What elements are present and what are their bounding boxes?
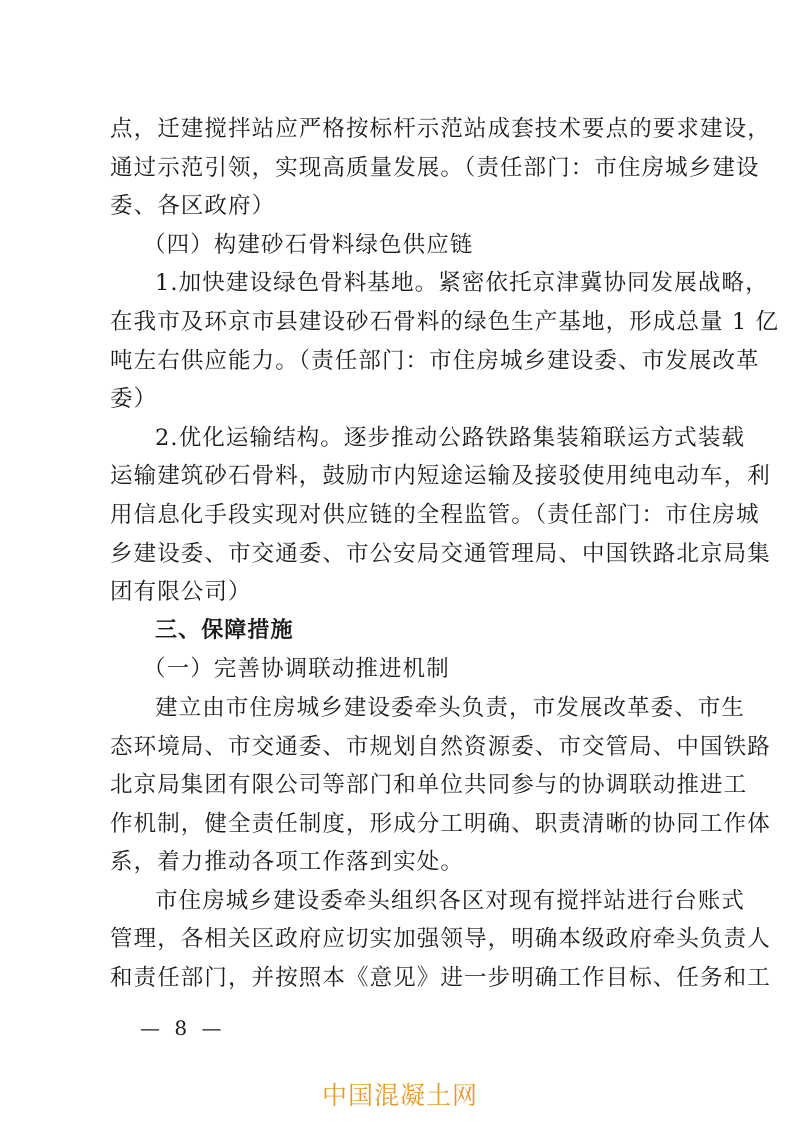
text-line: 委、各区政府）	[110, 193, 276, 220]
watermark-logo-text: 中国混凝土网	[321, 1081, 478, 1110]
text-line: 市住房城乡建设委牵头组织各区对现有搅拌站进行台账式	[155, 887, 746, 914]
section-heading: 三、保障措施	[155, 617, 294, 643]
text-line: 运输建筑砂石骨料，鼓励市内短途运输及接驳使用纯电动车，利	[110, 463, 771, 490]
text-line: 点，迁建搅拌站应严格按标杆示范站成套技术要点的要求建设，	[110, 116, 771, 142]
text-line: 管理，各相关区政府应切实加强领导，明确本级政府牵头负责人	[110, 926, 771, 953]
text-line: 北京局集团有限公司等部门和单位共同参与的协调联动推进工	[110, 772, 748, 799]
text-line: 作机制，健全责任制度，形成分工明确、职责清晰的协同工作体	[110, 810, 771, 837]
text-line: 乡建设委、市交通委、市公安局交通管理局、中国铁路北京局集	[110, 540, 771, 567]
text-line: 和责任部门，并按照本《意见》进一步明确工作目标、任务和工	[110, 965, 771, 992]
document-body	[110, 112, 780, 995]
text-line: 通过示范引领，实现高质量发展。（责任部门：市住房城乡建设	[110, 154, 760, 181]
text-line: 在我市及环京市县建设砂石骨料的绿色生产基地，形成总量 1 亿	[110, 308, 780, 335]
text-line: 用信息化手段实现对供应链的全程监管。（责任部门：市住房城	[110, 501, 760, 528]
text-line: 态环境局、市交通委、市规划自然资源委、市交管局、中国铁路	[110, 733, 771, 760]
text-line: 系，着力推动各项工作落到实处。	[110, 849, 465, 876]
text-line: 2.优化运输结构。逐步推动公路铁路集装箱联运方式装载	[155, 424, 746, 451]
text-line: 吨左右供应能力。（责任部门：市住房城乡建设委、市发展改革	[110, 347, 760, 374]
text-line: 1.加快建设绿色骨料基地。紧密依托京津冀协同发展战略，	[155, 270, 769, 297]
section-subheading: （一）完善协调联动推进机制	[143, 656, 450, 683]
page-number: — 8 —	[140, 1016, 226, 1040]
text-line: 委）	[110, 386, 158, 413]
section-subheading: （四）构建砂石骨料绿色供应链	[143, 231, 474, 258]
text-line: 建立由市住房城乡建设委牵头负责，市发展改革委、市生	[155, 694, 746, 721]
text-line: 团有限公司）	[110, 579, 252, 606]
